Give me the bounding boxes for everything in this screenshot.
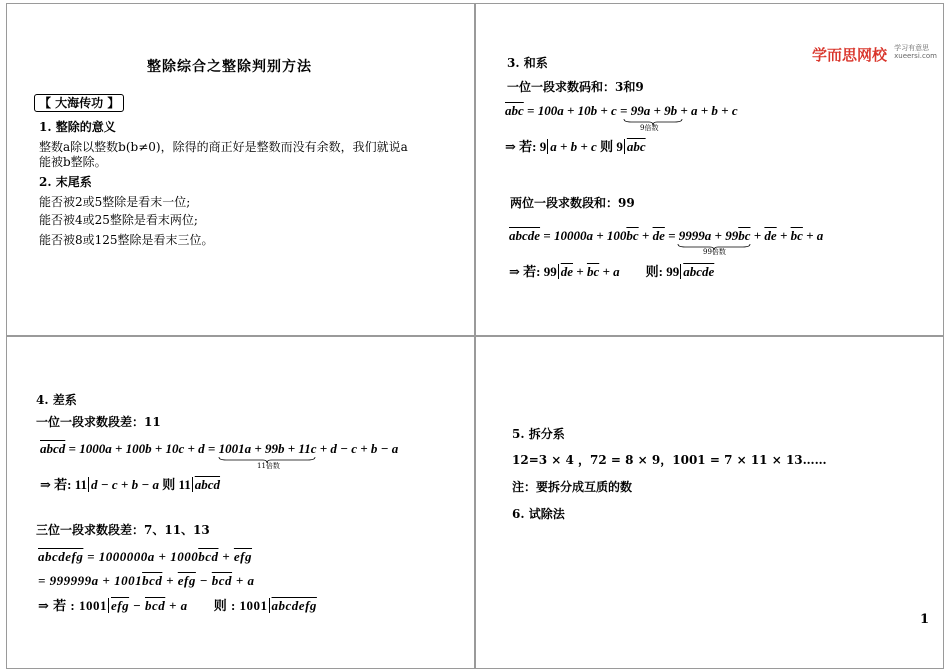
conclusion-sum-1: ⇒ 若: 9 a + b + c 则 9 $\overline{abc}$: [505, 139, 646, 154]
section-heading-3: 3. 和系: [507, 56, 548, 70]
section-heading-6: 6. 试除法: [512, 507, 565, 521]
brace-note-99: 99倍数: [703, 248, 726, 256]
section-heading-2: 2. 末尾系: [39, 175, 92, 189]
section-heading-4: 4. 差系: [36, 393, 77, 407]
equation-diff-2: abcdefg = $1000000a + 1000\overline{bcd} + \overline{efg}$: [38, 549, 253, 564]
page-title: 整除综合之整除判别方法: [147, 59, 312, 75]
brace-note-9: 9倍数: [640, 124, 659, 132]
sum-subheading-2: 两位一段求数段和：99: [510, 196, 635, 210]
equation-sum-1: $\overline{abc} = 100a + 10b + c = 99a + 9b + a + b + c$: [505, 103, 738, 118]
equation-diff-1: abcd = 1000a + 100b + 10c + d = 1001a + 99b + 11c + d − c + b − a: [40, 441, 399, 456]
logo-url: xueersi.com: [894, 52, 937, 60]
brand-logo: [812, 44, 937, 65]
brace-note-11: 11倍数: [257, 462, 280, 470]
diff-subheading-1: 一位一段求数段差：11: [36, 415, 161, 429]
equation-diff-3: = $999999a + 1001\overline{bcd} + \overline{efg} - \overline{bcd} + a$: [38, 573, 255, 588]
section-heading-5: 5. 拆分系: [512, 427, 565, 441]
diff-subheading-2: 三位一段求数段差：7、11、13: [36, 523, 210, 537]
definition-line-2: 能被b整除。: [39, 155, 107, 169]
conclusion-sum-2: ⇒ 若: 99 $\overline{de} + \overline{bc} + a$ 则: 99 abcde: [509, 264, 715, 279]
sum-subheading-1: 一位一段求数码和：3和9: [507, 80, 644, 94]
section-tag: 【 大海传功 】: [34, 94, 124, 112]
equation-sum-2: abcde = $10000a + 100\overline{bc} + \overline{de} = 9999a + 99\overline{bc} + \overline{de} + \overline{bc} + a$: [509, 228, 824, 243]
slide-panel-4: [475, 336, 944, 669]
definition-line-1: 整数a除以整数b(b≠0)，除得的商正好是整数而没有余数，我们就说a: [39, 140, 408, 154]
slide-panel-3: [6, 336, 475, 669]
split-note: 注：要拆分成互质的数: [512, 480, 633, 494]
rule-line-3: 能否被8或125整除是看末三位。: [39, 233, 214, 247]
section-heading-1: 1. 整除的意义: [39, 120, 116, 134]
logo-text: 学而思网校: [812, 46, 888, 64]
conclusion-diff-2: ⇒ 若 : 1001 $\overline{efg} - \overline{bcd} + a$ 则 : 1001 abcdefg: [38, 598, 317, 613]
page-number: 1: [920, 612, 930, 627]
split-example: 12=3 × 4 ，72 = 8 × 9，1001 = 7 × 11 × 13……: [512, 453, 827, 467]
logo-slogan: 学习有意思: [894, 44, 930, 52]
rule-line-2: 能否被4或25整除是看末两位;: [39, 213, 198, 227]
conclusion-diff-1: ⇒ 若: 11 d − c + b − a 则 11 abcd: [40, 477, 221, 492]
rule-line-1: 能否被2或5整除是看末一位;: [39, 195, 191, 209]
